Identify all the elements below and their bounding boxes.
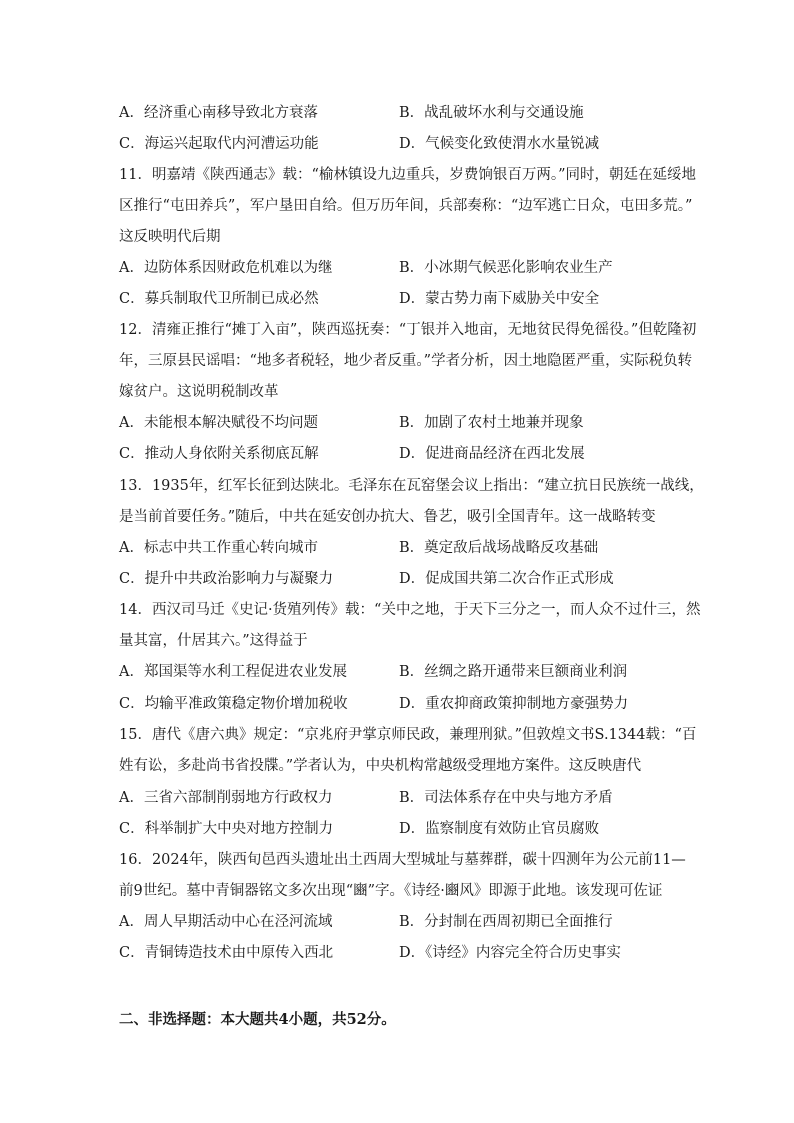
question-16-option-b: B．分封制在西周初期已全面推行 — [399, 914, 613, 930]
option-text: A．经济重心南移导致北方衰落 — [119, 105, 318, 121]
section-heading: 二、非选择题：本大题共4小题，共52分。 — [119, 1011, 396, 1028]
question-12-option-b: B．加剧了农村土地兼并现象 — [399, 415, 584, 431]
question-14-option-c: C．均输平准政策稳定物价增加税收 — [119, 696, 348, 712]
question-14-stem: 14．西汉司马迁《史记·货殖列传》载：“关中之地，于天下三分之一，而人众不过什三，然 — [119, 602, 701, 618]
question-11-stem: 11．明嘉靖《陕西通志》载：“榆林镇设九边重兵，岁费饷银百万两。”同时，朝廷在延绥地 — [119, 167, 697, 183]
question-11-stem: 这反映明代后期 — [119, 229, 221, 245]
question-16-option-a: A．周人早期活动中心在泾河流域 — [119, 914, 333, 930]
question-13-option-d: D．促成国共第二次合作正式形成 — [399, 571, 614, 587]
question-13-stem: 13．1935年，红军长征到达陕北。毛泽东在瓦窑堡会议上指出：“建立抗日民族统一战线， — [119, 478, 704, 494]
question-15-option-c: C．科举制扩大中央对地方控制力 — [119, 821, 334, 837]
question-12-stem: 12．清雍正推行“摊丁入亩”，陕西巡抚奏：“丁银并入地亩，无地贫民得免徭役。”但乾隆初 — [119, 322, 697, 338]
question-15-stem: 姓有讼，多赴尚书省投牒。”学者认为，中央机构常越级受理地方案件。这反映唐代 — [119, 758, 642, 774]
option-text: C．海运兴起取代内河漕运功能 — [119, 136, 319, 152]
question-15-option-b: B．司法体系存在中央与地方矛盾 — [399, 790, 613, 806]
question-12-stem: 年，三原县民谣唱：“地多者税轻，地少者反重。”学者分析，因土地隐匿严重，实际税负转 — [119, 353, 693, 369]
question-15-stem: 15．唐代《唐六典》规定：“京兆府尹掌京师民政，兼理刑狱。”但敦煌文书S.1344载：“百 — [119, 727, 697, 743]
question-15-option-a: A．三省六部制削弱地方行政权力 — [119, 790, 333, 806]
question-13-option-a: A．标志中共工作重心转向城市 — [119, 540, 318, 556]
question-16-option-c: C．青铜铸造技术由中原传入西北 — [119, 945, 334, 961]
question-11-option-c: C．募兵制取代卫所制已成必然 — [119, 291, 319, 307]
question-12-option-a: A．未能根本解决赋役不均问题 — [119, 415, 318, 431]
option-text: B．战乱破坏水利与交通设施 — [399, 105, 584, 121]
question-16-option-d: D．《诗经》内容完全符合历史事实 — [399, 945, 621, 961]
question-11-option-a: A．边防体系因财政危机难以为继 — [119, 260, 333, 276]
question-14-option-a: A．郑国渠等水利工程促进农业发展 — [119, 664, 347, 680]
question-14-stem: 量其富，什居其六。”这得益于 — [119, 633, 308, 649]
question-14-option-d: D．重农抑商政策抑制地方豪强势力 — [399, 696, 629, 712]
question-12-stem: 嫁贫户。这说明税制改革 — [119, 384, 279, 400]
question-16-stem: 16．2024年，陕西旬邑西头遗址出土西周大型城址与墓葬群，碳十四测年为公元前11— — [119, 852, 686, 868]
question-12-option-d: D．促进商品经济在西北发展 — [399, 446, 585, 462]
question-11-option-b: B．小冰期气候恶化影响农业生产 — [399, 260, 613, 276]
question-12-option-c: C．推动人身依附关系彻底瓦解 — [119, 446, 319, 462]
question-11-stem: 区推行“屯田养兵”，军户垦田自给。但万历年间，兵部奏称：“边军逃亡日众，屯田多荒。” — [119, 198, 693, 214]
question-13-option-c: C．提升中共政治影响力与凝聚力 — [119, 571, 334, 587]
option-text: D．气候变化致使渭水水量锐减 — [399, 136, 600, 152]
question-13-stem: 是当前首要任务。”随后，中共在延安创办抗大、鲁艺，吸引全国青年。这一战略转变 — [119, 509, 656, 525]
question-13-option-b: B．奠定敌后战场战略反攻基础 — [399, 540, 599, 556]
question-16-stem: 前9世纪。墓中青铜器铭文多次出现“豳”字。《诗经·豳风》即源于此地。该发现可佐证 — [119, 883, 663, 899]
question-11-option-d: D．蒙古势力南下威胁关中安全 — [399, 291, 600, 307]
question-15-option-d: D．监察制度有效防止官员腐败 — [399, 821, 600, 837]
question-14-option-b: B．丝绸之路开通带来巨额商业利润 — [399, 664, 628, 680]
